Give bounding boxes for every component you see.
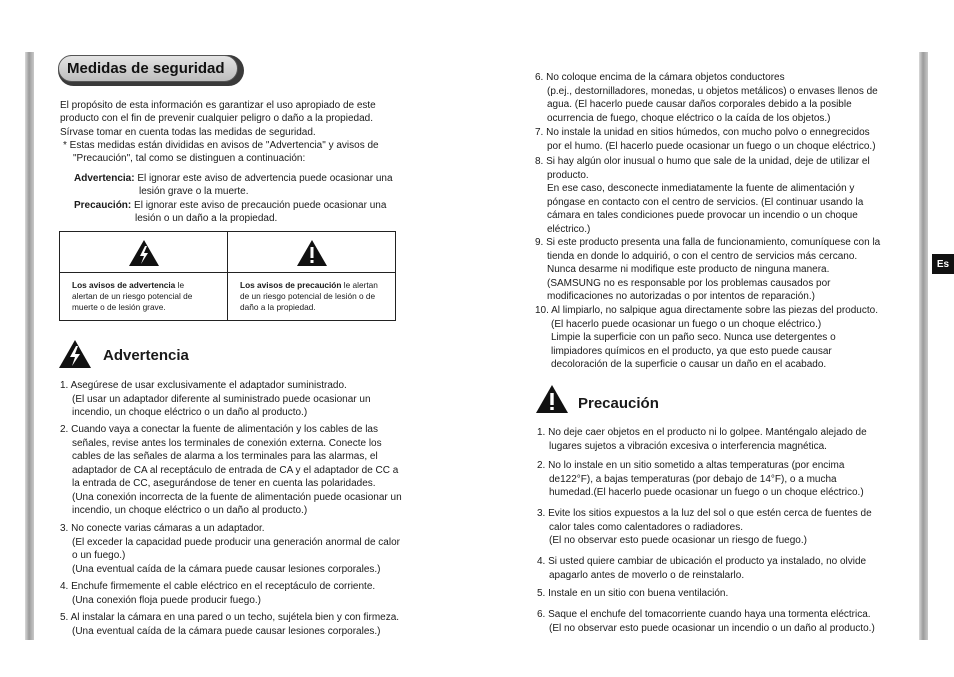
section-title-badge xyxy=(58,55,244,86)
list-item: 8. Si hay algún olor inusual o humo que sale de la unidad, deje de utilizar el producto. En ese caso, desconecte inmediatamente la fuente de alimentación y póngase en contacto con el centro de servicios. (El continuar usando la cámara en tales condiciones puede provocar un incendio o un choque eléctrico.) xyxy=(535,156,870,235)
list-item: 7. No instale la unidad en sitios húmedos, con mucho polvo o ennegrecidos por el humo. (El hacerlo puede ocasionar un fuego o un choque eléctrico.) xyxy=(535,127,876,152)
intro-text: El propósito de esta información es garantizar el uso apropiado de este producto con el fin de prevenir cualquier peligro o daño a la propiedad. Sírvase tomar en cuenta todas las medidas de seguridad. * Estas medidas están divididas en avisos de "Advertencia" y avisos de "Precaución", tal como se distinguen a continuación: xyxy=(60,100,379,165)
lightning-triangle-icon xyxy=(58,339,92,369)
exclamation-triangle-icon xyxy=(296,239,328,267)
warning-symbols-table xyxy=(59,231,396,321)
advertencia-heading: Advertencia xyxy=(103,347,189,364)
exclamation-triangle-icon xyxy=(535,384,569,414)
lightning-triangle-icon xyxy=(128,239,160,267)
list-item: 1. No deje caer objetos en el producto ni lo golpee. Manténgalo alejado de lugares sujetos a vibración excesiva o interferencia magnética. xyxy=(537,427,867,452)
list-item: 2. No lo instale en un sitio sometido a altas temperaturas (por encima de122°F), a bajas temperaturas (por debajo de 14°F), o a mucha humedad.(El hacerlo puede ocasionar un fuego o un choque eléctrico.) xyxy=(537,460,864,498)
language-tab: Es xyxy=(932,254,954,274)
list-item: 6. No coloque encima de la cámara objetos conductores (p.ej., destornilladores, monedas, u objetos metálicos) o envases llenos de agua. (El hacerlo puede causar daños corporales debido a la posible ocurrencia de fuego, choque eléctrico o la caída de los objetos.) xyxy=(535,72,878,124)
precaucion-heading: Precaución xyxy=(578,395,659,412)
list-item: 2. Cuando vaya a conectar la fuente de alimentación y los cables de las señales, revise antes los terminales de conexión externa. Conecte los cables de las señales de alarma a los terminales para las alarmas, el adaptador de CA al receptáculo de entrada de CA y el adaptador de CC a la entrada de CC, asegurándose de tener en cuenta las polaridades. (Una conexión incorrecta de la fuente de alimentación puede ocasionar un incendio, un choque eléctrico o un daño al producto.) xyxy=(60,424,402,516)
list-item: 3. Evite los sitios expuestos a la luz del sol o que estén cerca de fuentes de calor tales como calentadores o radiadores. (El no observar esto puede ocasionar un riesgo de fuego.) xyxy=(537,508,872,546)
caution-cell-text: Los avisos de precaución le alertan de un riesgo potencial de lesión o de daño a la propiedad. xyxy=(240,280,378,313)
list-item: 5. Instale en un sitio con buena ventilación. xyxy=(537,588,729,599)
left-page-bar xyxy=(25,52,34,640)
caution-cell xyxy=(228,232,395,320)
list-item: 10. Al limpiarlo, no salpique agua directamente sobre las piezas del producto. (El hacerlo puede ocasionar un fuego o un choque eléctrico.) Limpie la superficie con un paño seco. Nunca use detergentes o limpiadores químicos en el producto, ya que esto puede causar decoloración de la superficie o causar un daño en el acabado. xyxy=(535,305,878,370)
list-item: 1. Asegúrese de usar exclusivamente el adaptador suministrado. (El usar un adaptador diferente al suministrado puede ocasionar un incendio, un choque eléctrico o un daño al producto.) xyxy=(60,380,371,418)
list-item: 6. Saque el enchufe del tomacorriente cuando haya una tormenta eléctrica. (El no observar esto puede ocasionar un incendio o un daño al producto.) xyxy=(537,609,875,634)
right-page-bar xyxy=(919,52,928,640)
warning-cell-text: Los avisos de advertencia le alertan de un riesgo potencial de muerte o de lesión grave. xyxy=(72,280,193,313)
list-item: 5. Al instalar la cámara en una pared o un techo, sujétela bien y con firmeza. (Una eventual caída de la cámara puede causar lesiones corporales.) xyxy=(60,612,400,637)
warning-cell xyxy=(60,232,228,320)
list-item: 4. Si usted quiere cambiar de ubicación el producto ya instalado, no olvide apagarlo antes de moverlo o de reinstalarlo. xyxy=(537,556,867,581)
list-item: 9. Si este producto presenta una falla de funcionamiento, comuníquese con la tienda en donde lo adquirió, o con el centro de servicios más cercano. Nunca desarme ni modifique este producto de ninguna manera. (SAMSUNG no es responsable por los problemas causados por modificaciones no autorizadas o por intentos de reparación.) xyxy=(535,237,881,302)
page-title: Medidas de seguridad xyxy=(58,55,238,82)
definitions: Advertencia: El ignorar este aviso de advertencia puede ocasionar una lesión grave o la muerte. Precaución: El ignorar este aviso de precaución puede ocasionar una lesión o un daño a la propiedad. xyxy=(74,173,393,224)
list-item: 4. Enchufe firmemente el cable eléctrico en el receptáculo de corriente. (Una conexión floja puede producir fuego.) xyxy=(60,581,376,606)
list-item: 3. No conecte varias cámaras a un adaptador. (El exceder la capacidad puede producir una generación anormal de calor o un fuego.) (Una eventual caída de la cámara puede causar lesiones corporales.) xyxy=(60,523,400,575)
